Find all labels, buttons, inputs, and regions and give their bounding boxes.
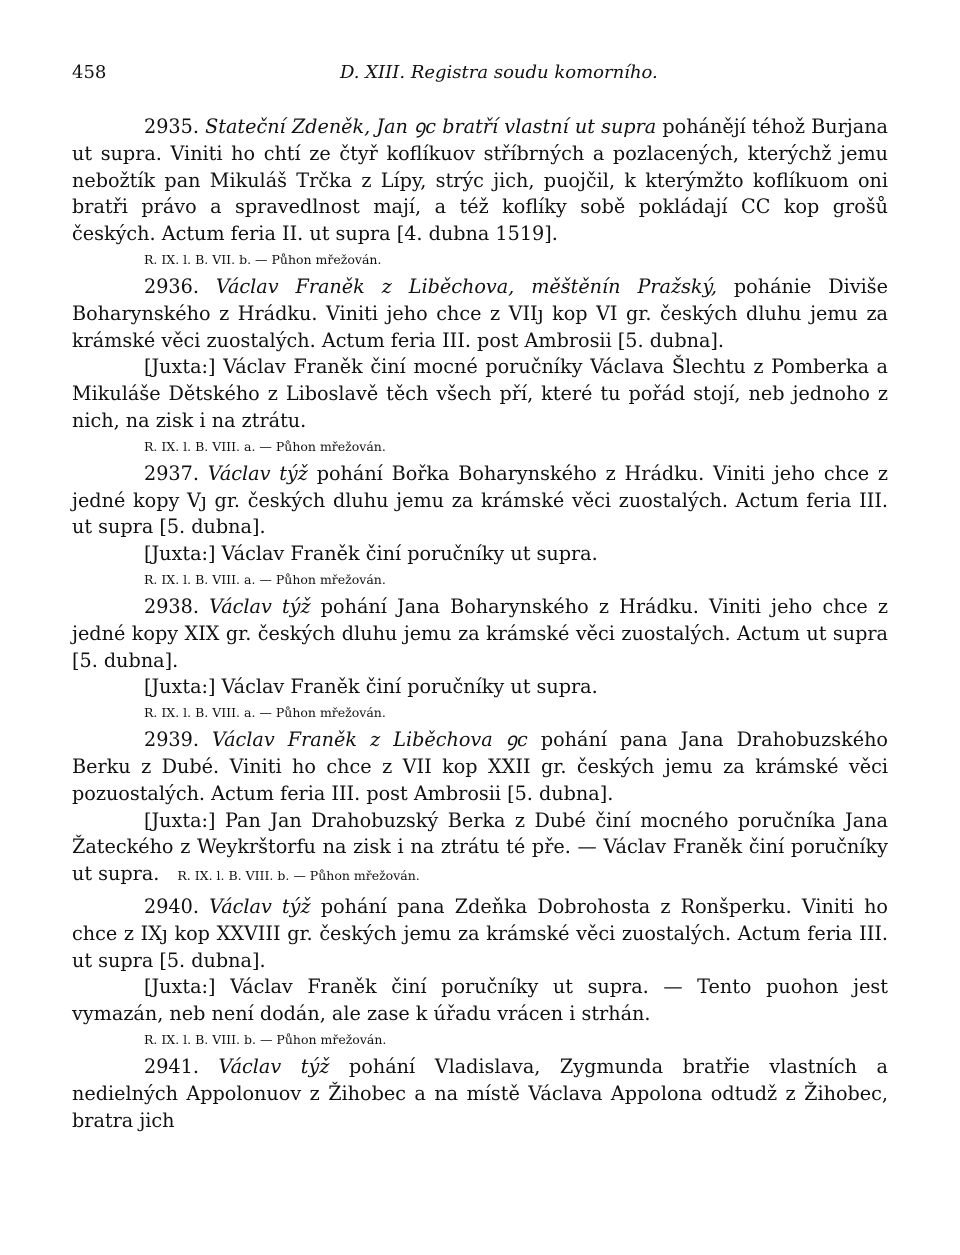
page-number: 458 bbox=[72, 62, 107, 83]
entry-text: pohání pana Jana Drahobuzského Berku z Dubé. Viniti ho chce z VII kop XXII gr. českých jemu za krámské věci pozuostalých. Actum feria III. post Ambrosii [5. dubna]. bbox=[72, 728, 888, 805]
entry-parties: Václav Franěk z Liběchova ꝯc bbox=[212, 728, 528, 752]
entry-number: 2938. bbox=[144, 594, 199, 618]
running-title: D. XIII. Registra soudu komorního. bbox=[340, 62, 658, 83]
archive-reference: R. IX. l. B. VIII. a. — Půhon mřežován. bbox=[144, 571, 386, 587]
entry-parties: Václav týž bbox=[209, 894, 311, 918]
entry-text: pohání Jana Boharynského z Hrádku. Viniti jeho chce z jedné kopy XIX gr. českých dluhu jemu za krámské věci zuostalých. Actum ut supra [5. dubna]. bbox=[72, 594, 888, 672]
entry-2938 bbox=[72, 594, 888, 674]
juxta-note bbox=[72, 808, 888, 890]
entry-number: 2936. bbox=[144, 274, 199, 298]
entry-2941 bbox=[72, 1054, 888, 1134]
archive-reference: R. IX. l. B. VIII. a. — Půhon mřežován. bbox=[144, 438, 386, 454]
entry-parties: Václav Franěk z Liběchova, měštěnín Pražský, bbox=[215, 274, 717, 298]
entry-number: 2935. bbox=[144, 115, 199, 138]
juxta-note: [Juxta:] Václav Franěk činí poručníky ut supra. — Tento puohon jest vymazán, neb není dodán, ale zase k úřadu vrácen i strhán. bbox=[72, 975, 888, 1026]
juxta-text: [Juxta:] Pan Jan Drahobuzský Berka z Dubé činí mocného poručníka Jana Žateckého z Weykrštorfu na zisk i na ztrátu té pře. — Václav Franěk činí poručníky ut supra. bbox=[72, 808, 888, 886]
entry-number: 2939. bbox=[144, 728, 199, 752]
entry-2937 bbox=[72, 461, 888, 541]
archive-reference: R. IX. l. B. VIII. b. — Půhon mřežován. bbox=[144, 1031, 387, 1047]
archive-reference: R. IX. l. B. VIII. b. — Půhon mřežován. bbox=[177, 868, 420, 884]
entry-text: pohání pana Zdeňka Dobrohosta z Ronšperku. Viniti ho chce z IXȷ kop XXVIII gr. českých jemu za krámské věci zuostalých. Actum feria III. ut supra [5. dubna]. bbox=[72, 894, 888, 972]
entry-parties: Václav týž bbox=[209, 594, 311, 618]
entry-text: pohání Vladislava, Zygmunda bratřie vlastních a nedielných Appolonuov z Žihobec a na místě Václava Appolona odtudž z Žihobec, bratra jich bbox=[72, 1054, 888, 1132]
archive-reference: R. IX. l. B. VIII. a. — Půhon mřežován. bbox=[144, 705, 386, 721]
juxta-note: [Juxta:] Václav Franěk činí mocné poručníky Václava Šlechtu z Pomberka a Mikuláše Dětského z Liboslavě těch všech pří, které tu pořád stojí, neb jednoho z nich, na zisk i na ztrátu. bbox=[72, 355, 888, 432]
entry-parties: Václav týž bbox=[218, 1054, 330, 1078]
entry-number: 2937. bbox=[144, 461, 199, 485]
document-page bbox=[72, 62, 888, 1134]
entry-2940 bbox=[72, 894, 888, 974]
entry-2939 bbox=[72, 727, 888, 807]
entry-number: 2941. bbox=[144, 1054, 199, 1078]
entry-text: pohánie Diviše Boharynského z Hrádku. Viniti jeho chce z VIIȷ kop VI gr. českých dluhu jemu za krámské věci zuostalých. Actum feria III. post Ambrosii [5. dubna]. bbox=[72, 274, 888, 352]
archive-reference: R. IX. l. B. VII. b. — Půhon mřežován. bbox=[144, 251, 382, 267]
page-body bbox=[72, 114, 888, 1134]
entry-text: pohánějí téhož Burjana ut supra. Viniti ho chtí ze čtyř koflíkuov stříbrných a pozlacených, kterýchž jemu nebožtík pan Mikuláš Trčka z Lípy, strýc jich, puojčil, k kterýmžto koflíkuom oni bratři právo a spravedlnost mají, a též koflíky sobě pokládají CC kop grošů českých. Actum feria II. ut supra [4. dubna 1519]. bbox=[72, 115, 888, 246]
juxta-note: [Juxta:] Václav Franěk činí poručníky ut supra. bbox=[144, 675, 598, 699]
entry-number: 2940. bbox=[144, 894, 199, 918]
entry-text: pohání Bořka Boharynského z Hrádku. Viniti jeho chce z jedné kopy Vȷ gr. českých dluhu jemu za krámské věci zuostalých. Actum feria III. ut supra [5. dubna]. bbox=[72, 461, 888, 539]
entry-parties: Stateční Zdeněk, Jan ꝯc bratří vlastní ut supra bbox=[205, 115, 657, 138]
page-header bbox=[72, 62, 888, 92]
juxta-note: [Juxta:] Václav Franěk činí poručníky ut supra. bbox=[144, 542, 598, 566]
entry-2936 bbox=[72, 274, 888, 354]
entry-2935 bbox=[72, 114, 888, 248]
entry-parties: Václav týž bbox=[207, 461, 308, 485]
